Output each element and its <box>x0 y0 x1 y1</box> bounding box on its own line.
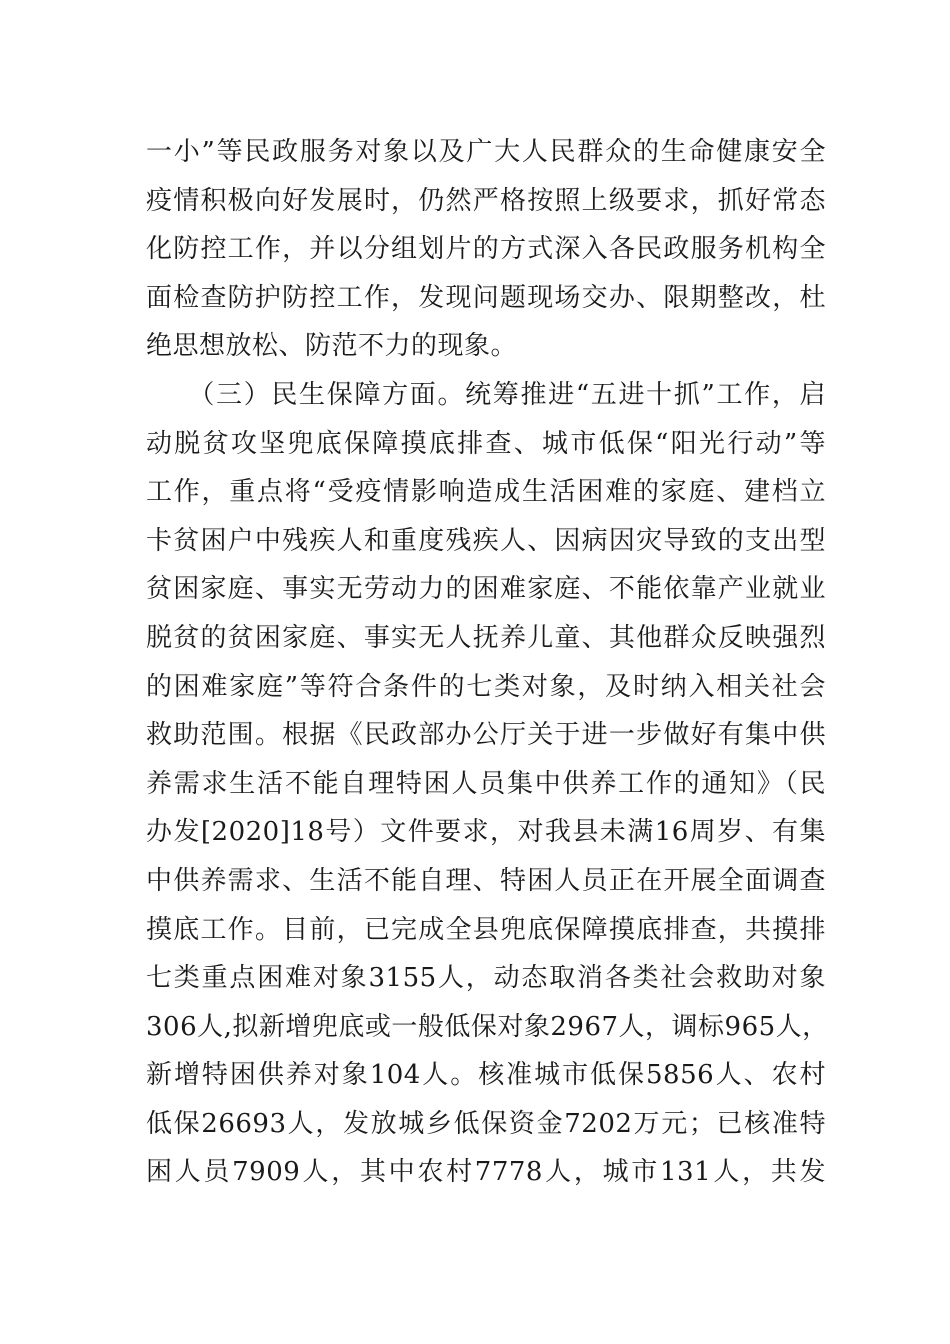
text-line: （三）民生保障方面。统筹推进“五进十抓”工作，启 <box>146 379 826 410</box>
text-line: 一小”等民政服务对象以及广大人民群众的生命健康安全 <box>146 137 826 167</box>
text-line: 的困难家庭”等符合条件的七类对象，及时纳入相关社会 <box>146 671 826 702</box>
text-line: 贫困家庭、事实无劳动力的困难家庭、不能依靠产业就业 <box>146 574 826 605</box>
text-line: 疫情积极向好发展时，仍然严格按照上级要求，抓好常态 <box>146 185 826 216</box>
text-line: 办发[2020]18号）文件要求，对我县未满16周岁、有集 <box>146 817 826 848</box>
text-line: 化防控工作，并以分组划片的方式深入各民政服务机构全 <box>146 234 826 265</box>
text-line: 七类重点困难对象3155人，动态取消各类社会救助对象 <box>146 963 826 994</box>
text-line: 面检查防护防控工作，发现问题现场交办、限期整改，杜 <box>146 282 826 313</box>
text-line: 救助范围。根据《民政部办公厅关于进一步做好有集中供 <box>146 720 826 751</box>
text-line: 306人,拟新增兜底或一般低保对象2967人，调标965人， <box>146 1011 829 1042</box>
text-line: 养需求生活不能自理特困人员集中供养工作的通知》（民 <box>146 768 826 799</box>
text-line: 摸底工作。目前，已完成全县兜底保障摸底排查，共摸排 <box>146 914 826 945</box>
text-line: 绝思想放松、防范不力的现象。 <box>146 331 518 362</box>
text-line: 脱贫的贫困家庭、事实无人抚养儿童、其他群众反映强烈 <box>146 622 826 653</box>
text-line: 新增特困供养对象104人。核准城市低保5856人、农村 <box>146 1060 826 1091</box>
text-line: 工作，重点将“受疫情影响造成生活困难的家庭、建档立 <box>146 477 826 508</box>
text-line: 困人员7909人，其中农村7778人，城市131人，共发 <box>146 1157 826 1188</box>
body-text <box>146 128 829 1197</box>
text-line: 卡贫困户中残疾人和重度残疾人、因病因灾导致的支出型 <box>146 525 826 556</box>
text-line: 低保26693人，发放城乡低保资金7202万元；已核准特 <box>146 1108 826 1139</box>
text-line: 动脱贫攻坚兜底保障摸底排查、城市低保“阳光行动”等 <box>146 428 826 459</box>
text-line: 中供养需求、生活不能自理、特困人员正在开展全面调查 <box>146 865 826 896</box>
